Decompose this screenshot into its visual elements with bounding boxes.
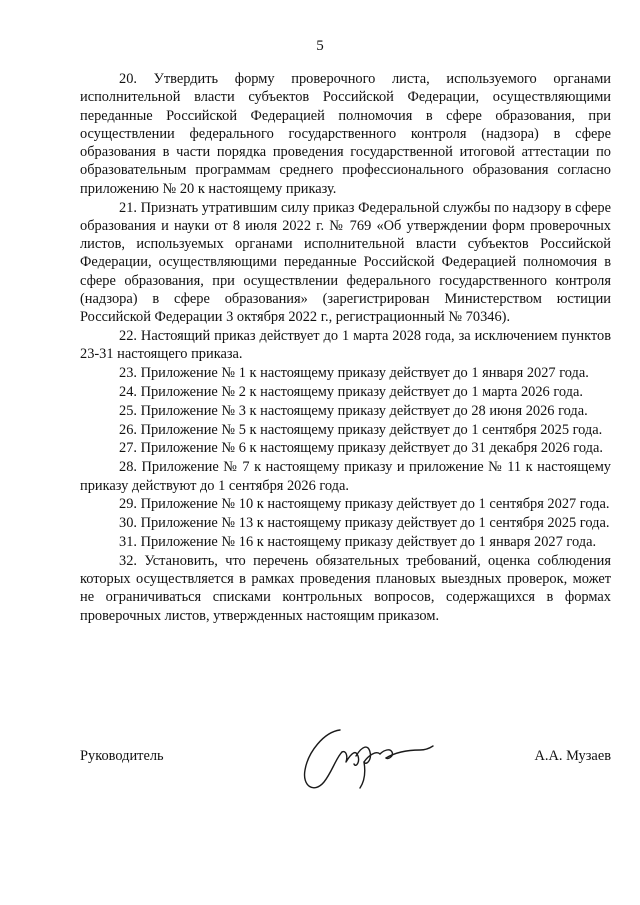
paragraph-20: 20. Утвердить форму проверочного листа, используемого органами исполнительной власти субъектов Российской Федерации, осуществляющими переданные Российской Федерацией полномочия в сфере образования, при осуществлении федерального государственного контроля (надзора) в сфере образования в части порядка проведения государственной итоговой аттестации по образовательным программам среднего профессионального образования согласно приложению № 20 к настоящему приказу.	[80, 71, 611, 197]
paragraph-29: 29. Приложение № 10 к настоящему приказу действует до 1 сентября 2027 года.	[119, 496, 610, 513]
paragraph-28: 28. Приложение № 7 к настоящему приказу и приложение № 11 к настоящему приказу действуют до 1 сентября 2026 года.	[80, 459, 611, 494]
paragraph-24: 24. Приложение № 2 к настоящему приказу действует до 1 марта 2026 года.	[119, 384, 583, 401]
paragraph-22: 22. Настоящий приказ действует до 1 марта 2028 года, за исключением пунктов 23-31 настоящего приказа.	[80, 328, 611, 363]
handwritten-signature-icon	[296, 722, 436, 800]
paragraph-21: 21. Признать утратившим силу приказ Федеральной службы по надзору в сфере образования и науки от 8 июля 2022 г. № 769 «Об утверждении форм проверочных листов, используемых органами исполнительной власти субъектов Российской Федерации, осуществляющими переданные Российской Федерацией полномочия в сфере образования, при осуществлении федерального государственного контроля (надзора) в сфере образования» (зарегистрирован Министерством юстиции Российской Федерации 3 октября 2022 г., регистрационный № 70346).	[80, 199, 611, 326]
paragraph-27: 27. Приложение № 6 к настоящему приказу действует до 31 декабря 2026 года.	[119, 440, 603, 457]
page-number: 5	[316, 38, 324, 54]
paragraph-31: 31. Приложение № 16 к настоящему приказу действует до 1 января 2027 года.	[119, 533, 597, 550]
paragraph-26: 26. Приложение № 5 к настоящему приказу действует до 1 сентября 2025 года.	[119, 421, 603, 438]
signer-title: Руководитель	[80, 748, 164, 764]
paragraph-30: 30. Приложение № 13 к настоящему приказу действует до 1 сентября 2025 года.	[119, 515, 610, 532]
paragraph-23: 23. Приложение № 1 к настоящему приказу действует до 1 января 2027 года.	[119, 365, 589, 382]
paragraph-25: 25. Приложение № 3 к настоящему приказу действует до 28 июня 2026 года.	[119, 402, 588, 419]
signer-name: А.А. Музаев	[534, 748, 611, 764]
paragraph-32: 32. Установить, что перечень обязательных требований, оценка соблюдения которых осуществляется в рамках проведения плановых выездных проверок, может не ограничиваться списками контрольных вопросов, содержащихся в формах проверочных листов, утвержденных настоящим приказом.	[80, 552, 611, 624]
document-body	[80, 70, 611, 625]
